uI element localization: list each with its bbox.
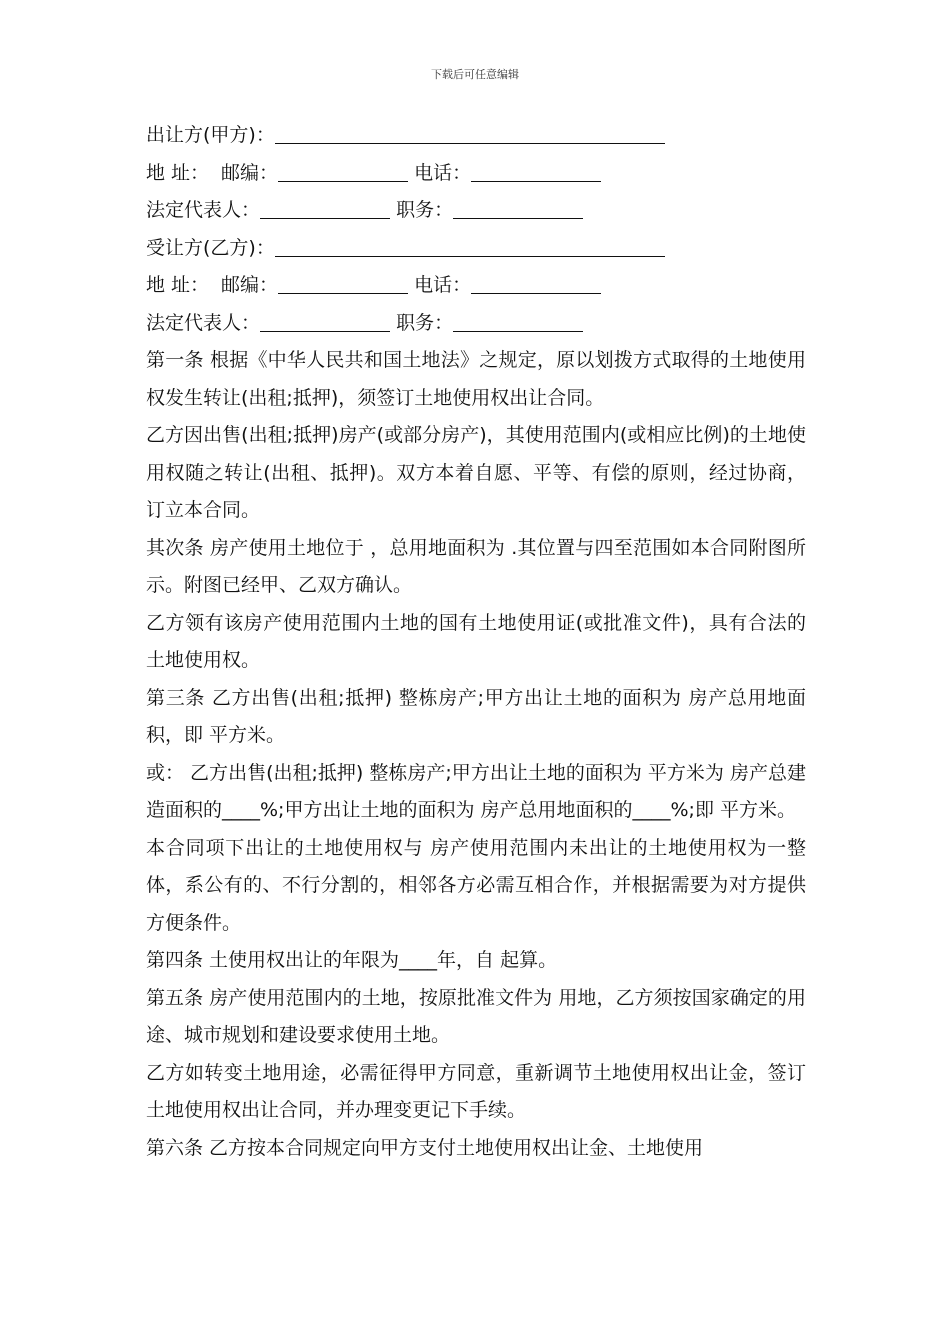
zip-blank xyxy=(278,160,408,182)
clause-1-detail: 乙方因出售(出租;抵押)房产(或部分房产)，其使用范围内(或相应比例)的土地使用权随之转让(出租、抵押)。双方本着自愿、平等、有偿的原则，经过协商，订立本合同。 xyxy=(146,424,806,521)
phone-label: 电话： xyxy=(414,161,472,184)
rep-blank xyxy=(260,310,390,332)
clause-2: 其次条 房产使用土地位于 ，总用地面积为 .其位置与四至范围如本合同附图所示。附图已经甲、乙双方确认。 xyxy=(146,536,806,596)
phone-blank xyxy=(471,272,601,294)
clause-5-detail: 乙方如转变土地用途，必需征得甲方同意，重新调节土地使用权出让金，签订土地使用权出让合同，并办理变更记下手续。 xyxy=(146,1061,806,1121)
zip-label: 邮编： xyxy=(221,274,279,296)
clause-3-detail: 本合同项下出让的土地使用权与 房产使用范围内未出让的土地使用权为一整体，系公有的、不行分割的，相邻各方必需互相合作，并根据需要为对方提供方便条件。 xyxy=(146,836,806,934)
zip-label: 邮编： xyxy=(221,161,279,184)
clause-1: 第一条 根据《中华人民共和国土地法》之规定，原以划拨方式取得的土地使用权发生转让(出租;抵押)，须签订土地使用权出让合同。 xyxy=(146,349,806,409)
clause-6: 第六条 乙方按本合同规定向甲方支付土地使用权出让金、土地使用 xyxy=(146,1136,704,1159)
party-a-blank xyxy=(275,122,665,144)
party-a-address-line xyxy=(146,155,806,193)
party-b-address-line xyxy=(146,267,806,305)
party-a-line xyxy=(146,117,806,155)
title-blank xyxy=(453,310,583,332)
page-header: 下载后可任意编辑 xyxy=(431,68,519,81)
party-a-label: 出让方(甲方)： xyxy=(146,124,275,146)
title-label: 职务： xyxy=(396,199,454,221)
title-label: 职务： xyxy=(396,311,454,334)
clause-2-detail: 乙方领有该房产使用范围内土地的国有土地使用证(或批准文件)，具有合法的土地使用权。 xyxy=(146,611,806,671)
phone-label: 电话： xyxy=(414,274,472,296)
address-label: 地 址： xyxy=(146,161,210,184)
address-label: 地 址： xyxy=(146,274,210,296)
title-blank xyxy=(453,197,583,219)
party-b-label: 受让方(乙方)： xyxy=(146,236,275,259)
clause-3-alternative: 或： 乙方出售(出租;抵押) 整栋房产;甲方出让土地的面积为 平方米为 房产总建造面积的____%;甲方出让土地的面积为 房产总用地面积的____%;即 平方米。 xyxy=(146,761,806,821)
party-b-line xyxy=(146,230,806,268)
contract-body xyxy=(146,117,806,1167)
zip-blank xyxy=(278,272,408,294)
rep-blank xyxy=(260,197,390,219)
clause-4: 第四条 土使用权出让的年限为____年，自 起算。 xyxy=(146,949,558,971)
party-b-blank xyxy=(275,235,665,257)
rep-label: 法定代表人： xyxy=(146,199,261,221)
phone-blank xyxy=(471,160,601,182)
clause-3: 第三条 乙方出售(出租;抵押) 整栋房产;甲方出让土地的面积为 房产总用地面积，即 平方米。 xyxy=(146,686,806,746)
party-b-rep-line xyxy=(146,305,806,343)
clause-5: 第五条 房产使用范围内的土地，按原批准文件为 用地，乙方须按国家确定的用途、城市规划和建设要求使用土地。 xyxy=(146,986,806,1046)
party-a-rep-line xyxy=(146,192,806,230)
rep-label: 法定代表人： xyxy=(146,311,261,334)
